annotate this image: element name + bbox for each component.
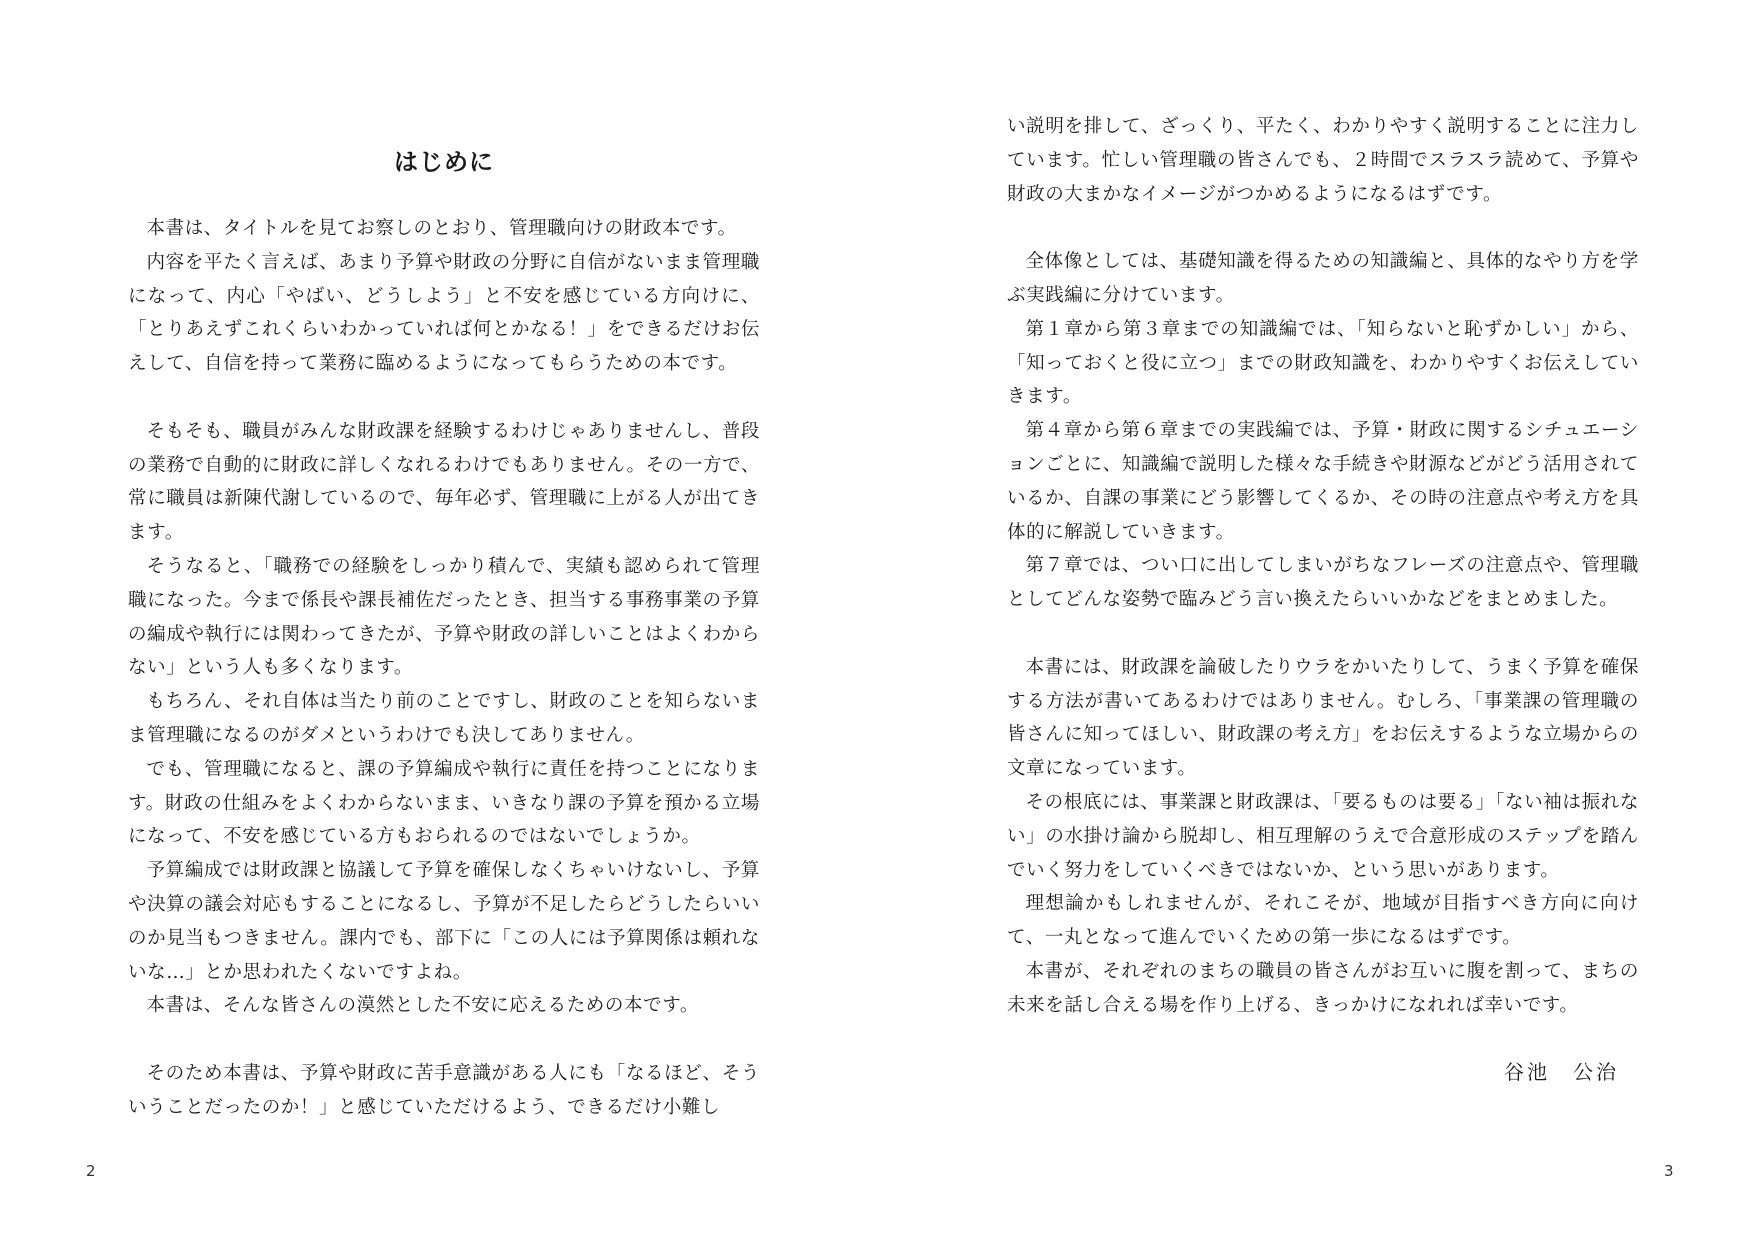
paragraph: 内容を平たく言えば、あまり予算や財政の分野に自信がないまま管理職になって、内心「やばい、どうしよう」と不安を感じている方向けに、「とりあえずこれくらいわかっていれば何とかなる！」をできるだけお伝えして、自信を持って業務に臨めるようになってもらうための本です。 [128,251,760,375]
right-body-text [1007,110,1639,1089]
left-page [0,0,877,1241]
paragraph: 予算編成では財政課と協議して予算を確保しなくちゃいけないし、予算や決算の議会対応もすることになるし、予算が不足したらどうしたらいいのか見当もつきません。課内でも、部下に「この人には予算関係は頼れないな…」とか思われたくないですよね。 [128,860,760,983]
paragraph: 第７章では、つい口に出してしまいがちなフレーズの注意点や、管理職としてどんな姿勢で臨みどう言い換えたらいいかなどをまとめました。 [1007,555,1639,611]
paragraph: そもそも、職員がみんな財政課を経験するわけじゃありませんし、普段の業務で自動的に財政に詳しくなれるわけでもありません。その一方で、常に職員は新陳代謝しているので、毎年必ず、管理職に上がる人が出てきます。 [128,420,760,544]
paragraph: 本書には、財政課を論破したりウラをかいたりして、うまく予算を確保する方法が書いてあるわけではありません。むしろ、「事業課の管理職の皆さんに知ってほしい、財政課の考え方」をお伝えするような立場からの文章になっています。 [1007,656,1639,780]
left-body-text [128,212,760,1125]
paragraph: 第１章から第３章までの知識編では、「知らないと恥ずかしい」から、「知っておくと役に立つ」までの財政知識を、わかりやすくお伝えしていきます。 [1007,318,1639,408]
page-number: 2 [86,1162,96,1180]
page-title: はじめに [394,148,494,177]
paragraph: そのため本書は、予算や財政に苦手意識がある人にも「なるほど、そういうことだったのか！」と感じていただけるよう、できるだけ小難し [128,1062,760,1118]
paragraph-gap [128,381,760,415]
author-signature: 谷池 公治 [1504,1059,1619,1084]
paragraph-gap [1007,617,1639,651]
paragraph-gap [1007,211,1639,245]
paragraph: その根底には、事業課と財政課は、「要るものは要る」「ない袖は振れない」の水掛け論から脱却し、相互理解のうえで合意形成のステップを踏んでいく努力をしていくべきではないか、という思いがあります。 [1007,791,1639,881]
paragraph: 理想論かもしれませんが、それこそが、地域が目指すべき方向に向けて、一丸となって進んでいくための第一歩になるはずです。 [1007,893,1639,949]
paragraph: でも、管理職になると、課の予算編成や執行に責任を持つことになります。財政の仕組みをよくわからないまま、いきなり課の予算を預かる立場になって、不安を感じている方もおられるのではないでしょうか。 [128,758,760,848]
paragraph: 全体像としては、基礎知識を得るための知識編と、具体的なやり方を学ぶ実践編に分けています。 [1007,251,1639,306]
page-number: 3 [1664,1162,1674,1180]
paragraph: もちろん、それ自体は当たり前のことですし、財政のことを知らないまま管理職になるのがダメというわけでも決してありません。 [128,691,760,746]
paragraph: 本書は、そんな皆さんの漠然とした不安に応えるための本です。 [146,995,699,1017]
paragraph: 本書は、タイトルを見てお察しのとおり、管理職向けの財政本です。 [146,218,737,239]
paragraph: 本書が、それぞれのまちの職員の皆さんがお互いに腹を割って、まちの未来を話し合える場を作り上げる、きっかけになれれば幸いです。 [1007,960,1639,1016]
paragraph: 第４章から第６章までの実践編では、予算・財政に関するシチュエーションごとに、知識編で説明した様々な手続きや財源などがどう活用されているか、自課の事業にどう影響してくるか、その時の注意点や考え方を具体的に解説していきます。 [1007,420,1639,543]
paragraph-continuation: い説明を排して、ざっくり、平たく、わかりやすく説明することに注力しています。忙しい管理職の皆さんでも、２時間でスラスラ読めて、予算や財政の大まかなイメージがつかめるようになるはずです。 [1007,116,1639,205]
right-page [877,0,1755,1241]
paragraph-gap [128,1023,760,1057]
paragraph: そうなると、「職務での経験をしっかり積んで、実績も認められて管理職になった。今まで係長や課長補佐だったとき、担当する事務事業の予算の編成や執行には関わってきたが、予算や財政の詳しいことはよくわからない」という人も多くなります。 [128,555,760,679]
